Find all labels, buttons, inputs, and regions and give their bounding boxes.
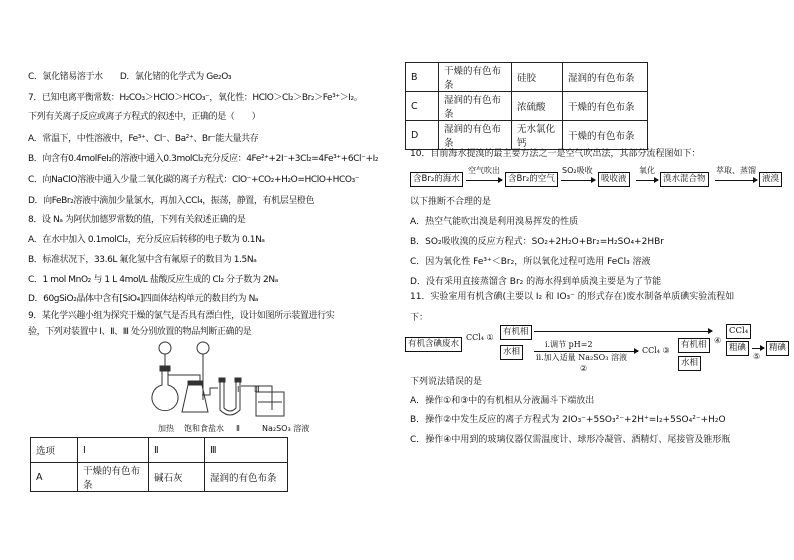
text-line: B．操作②中发生反应的离子方程式为 2IO₃⁻+5SO₃²⁻+2H⁺=I₂+5SO₄²⁻+H₂O [410, 415, 726, 425]
text-line: B．标准状况下，33.6L 氟化氢中含有氟原子的数目为 1.5Nₐ [28, 255, 257, 265]
flow-box: 水相 [678, 356, 701, 371]
table-row [406, 92, 648, 121]
flow-box: 有机相 [500, 325, 532, 340]
table-cell: 碱石灰 [149, 463, 205, 492]
flow-arrow-label: SO₂吸收 [562, 166, 593, 175]
table-cell: 选项 [31, 438, 78, 463]
text-line: C．向NaClO溶液中通入少量二氧化碳的离子方程式：ClO⁻+CO₂+H₂O=HClO+HCO₃⁻ [28, 175, 360, 185]
q9-options-table-continued [405, 62, 648, 150]
table-cell: Ⅲ [205, 438, 288, 463]
q9-options-table [30, 437, 288, 492]
table-cell: Ⅱ [149, 438, 205, 463]
table-row [406, 121, 648, 150]
flow-box: 液溴 [759, 172, 782, 187]
table-row [406, 63, 648, 92]
text-line: 验，下列对装置中 Ⅰ、Ⅱ、Ⅲ 处分别放置的物品判断正确的是 [28, 327, 252, 337]
flow-box: 含Br₂的海水 [410, 172, 463, 187]
flow-op: CCl₄ ③ [642, 346, 670, 355]
flow-step: ⅱ.加入适量 Na₂SO₃ 溶液 [536, 353, 627, 362]
flow-op: ④ [714, 336, 722, 345]
text-line: C．因为氧化性 Fe³⁺＜Br₂，所以氧化过程可选用 FeCl₃ 溶液 [410, 257, 651, 267]
table-cell: 干燥的有色布条 [78, 463, 149, 492]
label-saline: 饱和食盐水 [184, 424, 224, 433]
flow-op: ② [580, 364, 588, 373]
table-cell: A [31, 463, 78, 492]
label-III: Ⅲ [254, 385, 260, 394]
label-I: Ⅰ [237, 385, 240, 394]
flow-op: CCl₄ ① [466, 333, 494, 342]
table-cell: 无水氯化钙 [512, 121, 563, 150]
flow-box: 粗碘 [726, 341, 749, 356]
text-line: D．60gSiO₂晶体中含有[SiO₄]四面体结构单元的数目约为 Nₐ [28, 294, 259, 304]
table-cell: 湿润的有色布条 [205, 463, 288, 492]
text-line: D．向FeBr₂溶液中滴加少量氯水，再加入CCl₄，振荡，静置，有机层呈橙色 [28, 196, 315, 206]
text-line: A．常温下，中性溶液中，Fe³⁺、Cl⁻、Ba²⁺、Br⁻能大量共存 [28, 134, 259, 144]
flow-box: CCl₄ [726, 324, 751, 339]
table-cell: 硅胶 [512, 63, 563, 92]
table-cell: 湿润的有色布条 [563, 63, 648, 92]
question-10: 10．目前海水提溴的最主要方法之一是空气吹出法，其部分流程图如下： [410, 149, 701, 159]
text-line: 下列说法错误的是 [410, 377, 483, 387]
flow-op: ⑤ [753, 352, 761, 361]
chlorine-apparatus-figure [150, 340, 300, 422]
table-cell: D [406, 121, 439, 150]
table-cell: 干燥的有色布条 [563, 92, 648, 121]
flow-arrow-label: 萃取、蒸馏 [716, 166, 756, 175]
flow-box: 精碘 [766, 341, 789, 356]
flow-box: 吸收液 [598, 172, 630, 187]
flow-box: 有机相 [678, 338, 710, 353]
flow-box: 溴水混合物 [660, 172, 709, 187]
flow-box: 含Br₂的空气 [505, 172, 558, 187]
text-line: 7．已知电离平衡常数：H₂CO₃＞HClO＞HCO₃⁻，氧化性：HClO＞Cl₂＞Br₂＞Fe³⁺＞I₂。 [28, 93, 363, 103]
flow-box: 水相 [500, 345, 523, 360]
text-line: C．1 mol MnO₂ 与 1 L 4mol/L 盐酸反应生成的 Cl₂ 分子数为 2Nₐ [28, 275, 278, 285]
text-line: 8．设 Nₐ 为阿伏加德罗常数的值，下列有关叙述正确的是 [28, 215, 246, 225]
text-line: B．向含有0.4molFeI₂的溶液中通入0.3molCl₂充分反应：4Fe²⁺+2I⁻+3Cl₂=4Fe³⁺+6Cl⁻+I₂ [28, 154, 379, 164]
table-row [31, 463, 288, 492]
table-cell: 干燥的有色布条 [563, 121, 648, 150]
text-line: 9．某化学兴趣小组为探究干燥的氯气是否具有漂白性，设计如图所示装置进行实 [28, 311, 335, 321]
table-cell: 湿润的有色布条 [439, 121, 512, 150]
text-line: C．氯化锗易溶于水 D．氯化锗的化学式为 Ge₂O₃ [28, 72, 232, 82]
table-cell: 干燥的有色布条 [439, 63, 512, 92]
table-cell: Ⅰ [78, 438, 149, 463]
flow-box: 有机含碘废水 [405, 337, 462, 352]
text-line: 以下推断不合理的是 [410, 197, 492, 207]
question-11-cont: 下： [410, 313, 429, 323]
question-11: 11．实验室用有机含碘(主要以 I₂ 和 IO₃⁻ 的形式存在)废水制备单质碘实验流程如 [410, 292, 735, 302]
table-cell: B [406, 63, 439, 92]
label-heating: 加热 [158, 424, 174, 433]
text-line: C．操作④中用到的玻璃仪器仅需温度计、球形冷凝管、酒精灯、尾接管及锥形瓶 [410, 435, 731, 445]
text-line: A．操作①和③中的有机相从分液漏斗下端放出 [410, 396, 595, 406]
table-cell: 浓硫酸 [512, 92, 563, 121]
text-line: 下列有关离子反应或离子方程式的叙述中，正确的是（ ） [28, 112, 261, 122]
text-line: A．在水中加入 0.1molCl₂，充分反应后转移的电子数为 0.1Nₐ [28, 235, 265, 245]
label-II: Ⅱ [236, 424, 240, 433]
flow-arrow-label: 空气吹出 [468, 166, 500, 175]
table-cell: C [406, 92, 439, 121]
flow-arrow-label: 氧化 [639, 166, 655, 175]
text-line: D．没有采用直接蒸馏含 Br₂ 的海水得到单质溴主要是为了节能 [410, 277, 662, 287]
flow-step: ⅰ.调节 pH=2 [545, 340, 593, 349]
text-line: A．热空气能吹出溴是利用溴易挥发的性质 [410, 217, 579, 227]
table-cell: 湿润的有色布条 [439, 92, 512, 121]
label-na2so3: Na₂SO₃ 溶液 [262, 424, 310, 433]
table-row [31, 438, 288, 463]
text-line: B．SO₂吸收溴的反应方程式：SO₂+2H₂O+Br₂=H₂SO₄+2HBr [410, 237, 664, 247]
